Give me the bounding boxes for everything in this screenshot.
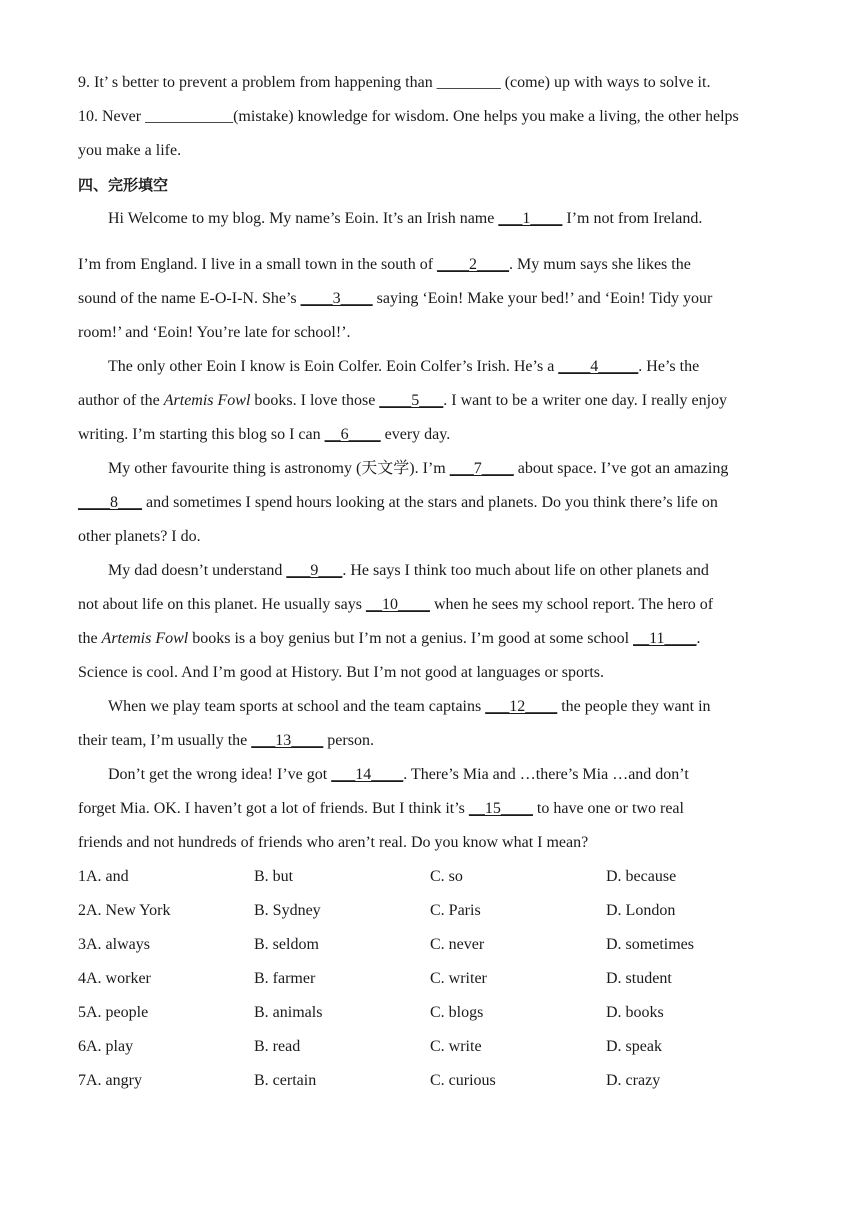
option-b: B. animals bbox=[254, 1004, 323, 1021]
blank-1: ___1____ bbox=[498, 210, 563, 227]
option-a: 3A. always bbox=[78, 936, 150, 953]
options-row-5 bbox=[78, 996, 784, 1030]
blank-10: __10____ bbox=[365, 596, 430, 613]
paragraph-1: Hi Welcome to my blog. My name’s Eoin. It’s an Irish name ___1____ I’m not from Ireland. I’m from England. I live in a small town in the south of ____2____. My mum says she likes the sound of the name E-O-I-N. She’s ____3____ saying ‘Eoin! Make your bed!’ and ‘Eoin! Tidy your room!’ and ‘Eoin! You’re late for school!’. bbox=[78, 210, 713, 341]
question-10-continued: you make a life. bbox=[78, 142, 182, 159]
option-a: 7A. angry bbox=[78, 1072, 142, 1089]
options-row-7 bbox=[78, 1064, 784, 1098]
question-10: 10. Never ___________(mistake) knowledge for wisdom. One helps you make a living, the other helps bbox=[78, 108, 739, 125]
options-row-3 bbox=[78, 928, 784, 962]
option-d: D. because bbox=[606, 868, 677, 885]
option-b: B. seldom bbox=[254, 936, 319, 953]
blank-2: ____2____ bbox=[437, 256, 510, 273]
option-a: 6A. play bbox=[78, 1038, 134, 1055]
answer-options bbox=[78, 860, 784, 1098]
option-c: C. blogs bbox=[430, 1004, 484, 1021]
option-d: D. speak bbox=[606, 1038, 662, 1055]
book-title: Artemis Fowl bbox=[101, 630, 189, 647]
options-row-6 bbox=[78, 1030, 784, 1064]
blank-12: ___12____ bbox=[485, 698, 558, 715]
option-b: B. read bbox=[254, 1038, 301, 1055]
blank-6: __6____ bbox=[324, 426, 381, 443]
option-b: B. Sydney bbox=[254, 902, 321, 919]
option-a: 2A. New York bbox=[78, 902, 171, 919]
blank-11: __11____ bbox=[633, 630, 697, 647]
options-row-4 bbox=[78, 962, 784, 996]
option-d: D. London bbox=[606, 902, 676, 919]
blank-13: ___13____ bbox=[251, 732, 324, 749]
option-c: C. write bbox=[430, 1038, 482, 1055]
option-b: B. farmer bbox=[254, 970, 316, 987]
paragraph-3: My other favourite thing is astronomy (天文学). I’m ___7____ about space. I’ve got an amazing ____8___ and sometimes I spend hours looking at the stars and planets. Do you think there’s life on other planets? I do. bbox=[78, 460, 729, 545]
option-b: B. certain bbox=[254, 1072, 317, 1089]
options-row-1 bbox=[78, 860, 784, 894]
option-d: D. crazy bbox=[606, 1072, 661, 1089]
paragraph-4: My dad doesn’t understand ___9___. He says I think too much about life on other planets and not about life on this planet. He usually says __10____ when he sees my school report. The hero of the Artemis Fowl books is a boy genius but I’m not a genius. I’m good at some school __11____. Science is cool. And I’m good at History. But I’m not good at languages or sports. bbox=[78, 562, 714, 681]
worksheet-page bbox=[78, 66, 784, 1098]
option-b: B. but bbox=[254, 868, 294, 885]
book-title: Artemis Fowl bbox=[163, 392, 251, 409]
paragraph-5: When we play team sports at school and the team captains ___12____ the people they want in their team, I’m usually the ___13____ person. bbox=[78, 698, 711, 749]
option-c: C. Paris bbox=[430, 902, 481, 919]
option-a: 4A. worker bbox=[78, 970, 151, 987]
option-a: 1A. and bbox=[78, 868, 129, 885]
blank-9: ___9___ bbox=[286, 562, 343, 579]
blank-5: ____5___ bbox=[379, 392, 444, 409]
question-9: 9. It’ s better to prevent a problem from happening than ________ (come) up with ways to solve it. bbox=[78, 74, 711, 91]
option-c: C. curious bbox=[430, 1072, 496, 1089]
blank-15: __15____ bbox=[468, 800, 533, 817]
blank-8: ____8___ bbox=[78, 494, 142, 511]
option-d: D. sometimes bbox=[606, 936, 694, 953]
option-c: C. writer bbox=[430, 970, 487, 987]
option-d: D. student bbox=[606, 970, 672, 987]
option-c: C. so bbox=[430, 868, 463, 885]
options-row-2 bbox=[78, 894, 784, 928]
blank-4: ____4_____ bbox=[558, 358, 639, 375]
blank-3: ____3____ bbox=[300, 290, 373, 307]
option-c: C. never bbox=[430, 936, 485, 953]
paragraph-2: The only other Eoin I know is Eoin Colfer. Eoin Colfer’s Irish. He’s a ____4_____. He’s the author of the Artemis Fowl books. I love those ____5___. I want to be a writer one day. I really enjoy writing. I’m starting this blog so I can __6____ every day. bbox=[78, 358, 728, 443]
section-title: 四、完形填空 bbox=[78, 176, 169, 194]
blank-14: ___14____ bbox=[331, 766, 404, 783]
blank-7: ___7____ bbox=[449, 460, 514, 477]
option-a: 5A. people bbox=[78, 1004, 149, 1021]
option-d: D. books bbox=[606, 1004, 664, 1021]
paragraph-6: Don’t get the wrong idea! I’ve got ___14____. There’s Mia and …there’s Mia …and don’t forget Mia. OK. I haven’t got a lot of friends. But I think it’s __15____ to have one or two real friends and not hundreds of friends who aren’t real. Do you know what I mean? bbox=[78, 766, 689, 851]
